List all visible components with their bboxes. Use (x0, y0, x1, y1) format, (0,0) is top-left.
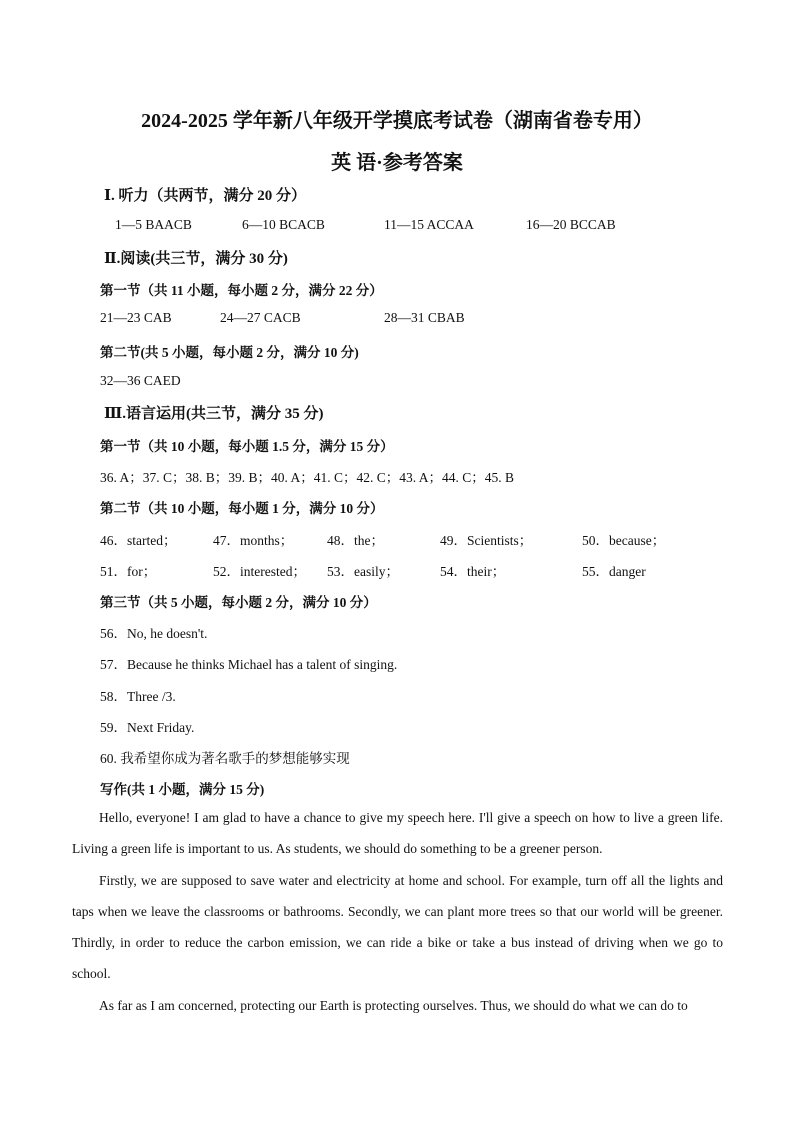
reading-part2-answer: 32—36 CAED (100, 373, 181, 388)
language-part2-answer: 49．Scientists； (440, 533, 533, 548)
language-part3-answer: 60. 我希望你成为著名歌手的梦想能够实现 (100, 751, 350, 766)
listening-answer: 16—20 BCCAB (526, 217, 616, 232)
essay-paragraph: Hello, everyone! I am glad to have a chance to give my speech here. I'll give a speech on how to live a green life. Living a green life is important to us. As students, we should do something to be a greener person. (72, 810, 723, 856)
listening-heading: Ⅰ. 听力（共两节，满分 20 分） (104, 188, 307, 204)
language-part2-answer: 48．the； (327, 533, 384, 548)
language-part3-answer: 57．Because he thinks Michael has a talent of singing. (100, 657, 398, 672)
language-part2-answer: 46．started； (100, 533, 177, 548)
listening-answer: 6—10 BCACB (242, 217, 325, 232)
language-part3-answer: 59．Next Friday. (100, 720, 195, 735)
language-part3-answer: 58．Three /3. (100, 689, 176, 704)
writing-heading: 写作(共 1 小题，满分 15 分) (100, 782, 265, 797)
essay-paragraph: Firstly, we are supposed to save water and electricity at home and school. For example, turn off all the lights and taps when we leave the classrooms or bathrooms. Secondly, we can plant more trees so that our world will be greener. Thirdly, in order to reduce the carbon emission, we can ride a bike or take a bus instead of driving when we go to school. (72, 873, 723, 981)
reading-part1-answer: 24—27 CACB (220, 310, 301, 325)
language-part1-answers: 36. A；37. C；38. B；39. B；40. A；41. C；42. C；43. A；44. C；45. B (100, 470, 515, 485)
language-part3-heading: 第三节（共 5 小题，每小题 2 分，满分 10 分） (100, 595, 377, 610)
language-part2-answer: 55．danger (582, 564, 646, 579)
language-part2-answer: 54．their； (440, 564, 506, 579)
language-part1-heading: 第一节（共 10 小题，每小题 1.5 分，满分 15 分） (100, 439, 394, 454)
page-title: 2024-2025 学年新八年级开学摸底考试卷（湖南省卷专用） (141, 110, 653, 132)
reading-part1-heading: 第一节（共 11 小题，每小题 2 分，满分 22 分） (100, 283, 383, 298)
language-part2-answer: 47．months； (213, 533, 294, 548)
listening-answer: 11—15 ACCAA (384, 217, 474, 232)
language-part3-answer: 56．No, he doesn't. (100, 626, 208, 641)
reading-part2-heading: 第二节(共 5 小题，每小题 2 分，满分 10 分) (100, 345, 359, 360)
language-part2-answer: 53．easily； (327, 564, 399, 579)
reading-part1-answer: 21—23 CAB (100, 310, 172, 325)
reading-part1-answer: 28—31 CBAB (384, 310, 465, 325)
language-part2-answer: 51．for； (100, 564, 157, 579)
language-part2-answer: 50．because； (582, 533, 666, 548)
language-heading: Ⅲ.语言运用(共三节，满分 35 分) (104, 406, 324, 422)
essay-paragraph: As far as I am concerned, protecting our Earth is protecting ourselves. Thus, we should do what we can do to (99, 998, 688, 1013)
language-part2-answer: 52．interested； (213, 564, 306, 579)
reading-heading: Ⅱ.阅读(共三节，满分 30 分) (104, 251, 288, 267)
language-part2-heading: 第二节（共 10 小题，每小题 1 分，满分 10 分） (100, 501, 384, 516)
page-subtitle: 英 语·参考答案 (331, 152, 463, 174)
listening-answer: 1—5 BAACB (115, 217, 192, 232)
